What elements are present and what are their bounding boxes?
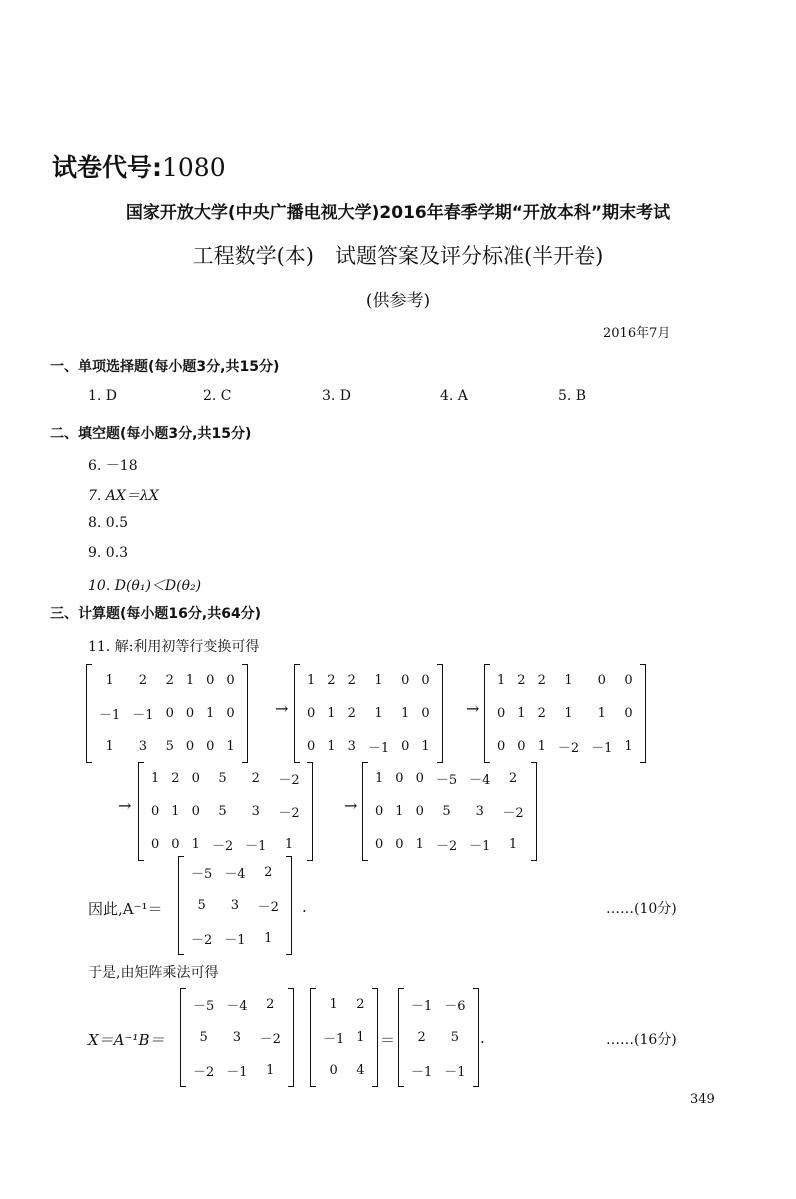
arrow-3: → [118,796,132,815]
matrix-cell: 0 [206,739,215,754]
matrix-cell: 1 [105,739,114,754]
matrix-cell: 1 [191,837,200,852]
matrix-cell: 1 [497,673,506,688]
matrix-cell: 0 [307,706,316,721]
matrix-cell: 1 [624,739,633,754]
a-inverse-matrix [180,988,294,1087]
mc-answer-4: 4. A [440,388,468,404]
left-bracket [138,762,144,861]
reference-note: (供参考) [365,291,431,311]
section1-title: 一、单项选择题(每小题3分,共15分) [50,359,280,375]
matrix-cell: 0 [185,739,195,754]
page-number: 349 [690,1092,715,1107]
matrix-cell: 1 [564,706,573,721]
matrix-cell: 0 [517,739,526,754]
q11-intro: 11. 解:利用初等行变换可得 [88,639,260,655]
matrix-cell: －2 [278,806,300,821]
matrix-cell: 0 [307,739,316,754]
matrix-cell: 1 [307,673,316,688]
result-matrix-table [405,988,472,1087]
matrix-cell: 5 [218,804,227,819]
result-period: . [480,1029,485,1047]
matrix-cell: －4 [226,999,248,1014]
matrix-cell: －5 [193,999,215,1014]
matrix-cell: －2 [211,839,234,854]
matrix-cell: 0 [165,706,174,721]
matrix-cell: 5 [442,804,451,819]
matrix-cell: 1 [374,706,383,721]
matrix-cell: 2 [537,706,546,721]
right-bracket [640,664,646,763]
matrix-cell: 3 [138,739,148,754]
matrix-cell: 0 [151,837,160,852]
left-bracket [294,664,300,763]
matrix-cell: 0 [421,673,430,688]
matrix-cell: 1 [374,673,383,688]
matrix-cell: 1 [171,804,180,819]
matrix-cell: 2 [417,1030,426,1045]
matrix-cell: 0 [497,706,506,721]
matrix-cell: 0 [329,1063,338,1078]
matrix-cell: 0 [401,673,410,688]
matrix-cell: －5 [435,773,458,788]
right-bracket [307,762,313,861]
matrix-cell: 1 [151,771,160,786]
matrix-cell: －2 [193,1065,215,1080]
inverse-matrix [178,856,292,955]
matrix-cell: －2 [435,839,458,854]
matrix-cell: 0 [191,771,200,786]
matrix-cell: －2 [502,806,524,821]
matrix-cell: 0 [206,673,215,688]
fill-answer-6: 6. －18 [88,458,138,474]
matrix-cell: 1 [375,771,384,786]
matrix-cell: －1 [132,708,154,723]
matrix-cell: 1 [415,837,424,852]
matrix-cell: －4 [224,867,246,882]
matrix-cell: 3 [347,739,356,754]
matrix-cell: 5 [218,771,227,786]
matrix-cell: 0 [421,706,430,721]
left-bracket [86,664,92,763]
matrix-cell: －1 [323,1032,345,1047]
fill-answer-7: 7. AX＝λX [88,488,159,504]
matrix-cell: －1 [469,839,491,854]
exam-code [52,148,226,184]
matrix-cell: 1 [226,739,235,754]
right-bracket [286,856,292,955]
matrix-step4 [138,762,313,861]
result-matrix [398,988,479,1087]
section3-title: 三、计算题(每小题16分,共64分) [50,606,262,622]
left-bracket [484,664,490,763]
matrix-cell: 1 [508,837,518,852]
b-matrix-table [317,988,371,1087]
matrix-step1 [86,664,248,763]
left-bracket [178,856,184,955]
matrix-cell: 2 [347,706,356,721]
matrix-cell: 0 [395,837,404,852]
matrix-cell: －2 [557,741,580,756]
matrix-cell: 0 [395,771,404,786]
matrix-cell: 0 [415,771,424,786]
matrix-cell: 1 [264,931,273,946]
matrix-cell: －1 [444,1065,466,1080]
matrix-cell: －1 [591,741,613,756]
matrix-cell: －4 [469,773,491,788]
left-bracket [398,988,404,1087]
matrix-cell: 3 [475,804,484,819]
mc-answer-5: 5. B [558,388,587,404]
matrix-cell: 0 [597,673,606,688]
matrix-cell: 2 [165,673,174,688]
matrix-cell: 1 [597,706,606,721]
matrix-cell: 0 [624,673,633,688]
matrix-cell: －2 [191,933,213,948]
right-bracket [437,664,443,763]
right-bracket [372,988,378,1087]
exam-title: 国家开放大学(中央广播电视大学)2016年春季学期“开放本科”期末考试 [125,203,671,223]
matrix-cell: 1 [327,706,336,721]
matrix-cell: 4 [356,1063,365,1078]
inverse-period: . [302,898,307,916]
matrix-cell: －1 [99,708,121,723]
matrix-step3 [484,664,646,763]
matrix-cell: 0 [375,837,384,852]
arrow-2: → [466,699,480,718]
matrix-cell: 2 [251,771,260,786]
mc-answer-3: 3. D [322,388,352,404]
matrix-cell: 5 [450,1030,460,1045]
matrix-cell: 2 [508,771,518,786]
arrow-4: → [344,796,358,815]
exam-code-number: 1080 [162,153,226,182]
left-bracket [362,762,368,861]
x-label: X＝A⁻¹B＝ [88,1031,165,1049]
arrow-1: → [275,699,289,718]
matrix-cell: 0 [497,739,506,754]
matrix-cell: －2 [257,900,279,915]
matrix-cell: 5 [197,898,206,913]
then-text: 于是,由矩阵乘法可得 [88,965,219,981]
fill-answer-10: 10. D(θ₁)＜D(θ₂) [88,578,202,594]
matrix-cell: 2 [517,673,526,688]
right-bracket [242,664,248,763]
matrix-cell: 5 [165,739,174,754]
matrix-cell: 5 [199,1030,208,1045]
matrix-cell: －6 [444,999,466,1014]
matrix-cell: －1 [367,741,390,756]
matrix-cell: 1 [517,706,526,721]
matrix-step3-table [491,664,639,763]
section2-title: 二、填空题(每小题3分,共15分) [50,426,252,442]
matrix-cell: 2 [171,771,180,786]
matrix-cell: 1 [266,1063,275,1078]
matrix-cell: 1 [206,706,215,721]
fill-answer-8: 8. 0.5 [88,515,129,531]
matrix-cell: 0 [624,706,633,721]
matrix-cell: 0 [415,804,424,819]
matrix-cell: 1 [284,837,294,852]
matrix-step5-table [369,762,530,861]
matrix-cell: 0 [375,804,384,819]
matrix-cell: 2 [347,673,356,688]
matrix-step1-table [93,664,241,763]
matrix-cell: 0 [401,739,410,754]
left-bracket [310,988,316,1087]
matrix-cell: －1 [224,933,246,948]
matrix-cell: －5 [191,867,213,882]
matrix-cell: 1 [421,739,430,754]
mc-answer-2: 2. C [203,388,232,404]
matrix-cell: －1 [245,839,267,854]
matrix-cell: 0 [185,706,195,721]
matrix-cell: 0 [226,673,235,688]
right-bracket [531,762,537,861]
matrix-cell: 2 [266,997,275,1012]
matrix-cell: 0 [171,837,180,852]
score-16: ……(16分) [606,1032,677,1048]
inverse-label: 因此,A⁻¹＝ [88,900,163,918]
matrix-step2 [294,664,443,763]
matrix-cell: 2 [537,673,546,688]
matrix-cell: 1 [395,804,404,819]
exam-date: 2016年7月 [603,326,671,341]
matrix-cell: 0 [226,706,235,721]
mc-answer-1: 1. D [88,388,118,404]
matrix-cell: 2 [264,865,273,880]
score-10: ……(10分) [606,901,677,917]
matrix-cell: 1 [356,1030,365,1045]
matrix-cell: 2 [327,673,336,688]
matrix-cell: 3 [230,898,240,913]
inverse-matrix-table [185,856,285,955]
matrix-step5 [362,762,537,861]
matrix-cell: 1 [329,997,338,1012]
matrix-cell: 3 [251,804,260,819]
matrix-step2-table [301,664,436,763]
right-bracket [473,988,479,1087]
matrix-cell: 0 [151,804,160,819]
a-inverse-matrix-table [187,988,287,1087]
matrix-cell: 1 [327,739,336,754]
matrix-step4-table [145,762,306,861]
matrix-cell: －2 [278,773,300,788]
right-bracket [288,988,294,1087]
matrix-cell: 1 [185,673,195,688]
matrix-cell: 3 [232,1030,242,1045]
matrix-cell: －1 [226,1065,248,1080]
matrix-cell: 0 [191,804,200,819]
matrix-cell: 2 [356,997,365,1012]
matrix-cell: 1 [401,706,410,721]
b-matrix [310,988,378,1087]
matrix-cell: －2 [259,1032,281,1047]
matrix-cell: －1 [411,1065,433,1080]
matrix-cell: 1 [105,673,114,688]
matrix-cell: 1 [537,739,546,754]
exam-code-label: 试卷代号: [52,153,162,182]
matrix-cell: －1 [411,999,433,1014]
fill-answer-9: 9. 0.3 [88,545,129,561]
equals-sign: ＝ [380,1031,396,1049]
left-bracket [180,988,186,1087]
matrix-cell: 2 [138,673,148,688]
matrix-cell: 1 [564,673,573,688]
subject-title: 工程数学(本) 试题答案及评分标准(半开卷) [192,244,604,268]
